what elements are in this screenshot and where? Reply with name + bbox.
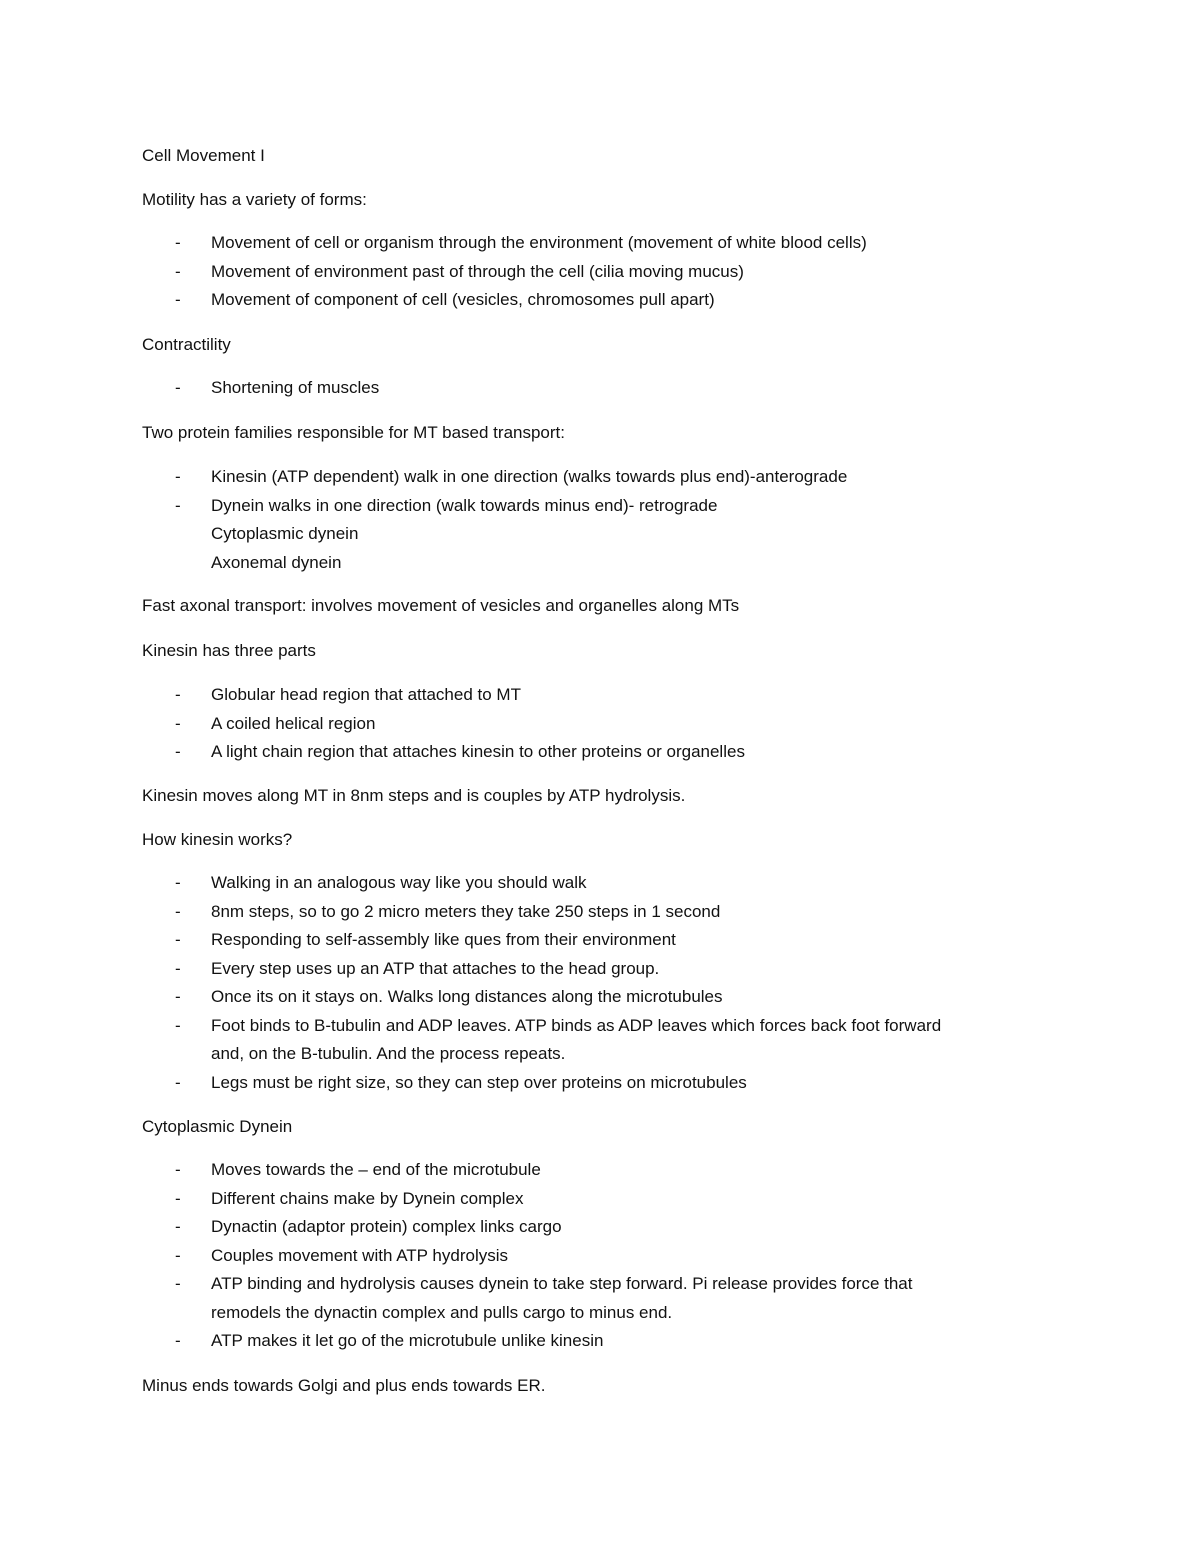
list-item	[142, 1185, 1072, 1214]
list-item	[142, 926, 1072, 955]
sub-item-text: Cytoplasmic dynein	[211, 524, 359, 543]
list-item-text: ATP binding and hydrolysis causes dynein to take step forward. Pi release provides force that	[211, 1274, 913, 1293]
list-item-text: Foot binds to B-tubulin and ADP leaves. ATP binds as ADP leaves which forces back foot forward	[211, 1015, 942, 1035]
how-kinesin-list	[142, 869, 1072, 1097]
bullet-dash: -	[175, 930, 181, 949]
list-item-text: Movement of cell or organism through the environment (movement of white blood cells)	[211, 233, 867, 252]
list-item	[142, 1270, 1072, 1327]
list-item-text: Movement of component of cell (vesicles, chromosomes pull apart)	[211, 290, 715, 309]
bullet-dash: -	[175, 685, 181, 704]
bullet-dash: -	[175, 1072, 181, 1092]
list-item	[142, 1069, 1072, 1098]
list-item-text: Responding to self-assembly like ques from their environment	[211, 930, 676, 949]
bullet-dash: -	[175, 1160, 181, 1179]
cytoplasmic-dynein-heading: Cytoplasmic Dynein	[142, 1117, 293, 1136]
list-item-text: ATP makes it let go of the microtubule unlike kinesin	[211, 1331, 604, 1350]
list-item	[142, 258, 1072, 287]
list-item	[142, 463, 1072, 492]
list-item	[142, 492, 1072, 578]
bullet-dash: -	[175, 261, 181, 281]
list-item	[142, 229, 1072, 258]
list-item-text: Kinesin (ATP dependent) walk in one direction (walks towards plus end)-anterograde	[211, 467, 848, 486]
list-item-text: Once its on it stays on. Walks long distances along the microtubules	[211, 987, 723, 1006]
bullet-dash: -	[175, 233, 181, 252]
list-item-text: Globular head region that attached to MT	[211, 685, 521, 704]
motility-heading: Motility has a variety of forms:	[142, 190, 367, 209]
bullet-dash: -	[175, 1274, 181, 1293]
contractility-list	[142, 374, 1072, 403]
list-item	[142, 1242, 1072, 1271]
bullet-dash: -	[175, 1331, 181, 1350]
list-item-text-continued: and, on the B-tubulin. And the process repeats.	[211, 1044, 566, 1063]
motility-list	[142, 229, 1072, 315]
list-item	[142, 869, 1072, 898]
bullet-dash: -	[175, 713, 181, 733]
protein-families-list	[142, 463, 1072, 577]
list-item-text: Movement of environment past of through the cell (cilia moving mucus)	[211, 261, 744, 281]
bullet-dash: -	[175, 742, 181, 761]
list-item-text: Dynein walks in one direction (walk towards minus end)- retrograde	[211, 495, 718, 515]
list-item	[142, 955, 1072, 984]
list-item	[142, 710, 1072, 739]
document-title: Cell Movement I	[142, 146, 265, 165]
fast-axonal-paragraph: Fast axonal transport: involves movement of vesicles and organelles along MTs	[142, 596, 740, 615]
bullet-dash: -	[175, 290, 181, 309]
cytoplasmic-dynein-list	[142, 1156, 1072, 1356]
how-kinesin-heading: How kinesin works?	[142, 830, 293, 849]
list-item	[142, 681, 1072, 710]
list-item-text: Dynactin (adaptor protein) complex links cargo	[211, 1217, 562, 1236]
bullet-dash: -	[175, 901, 181, 921]
bullet-dash: -	[175, 467, 181, 486]
bullet-dash: -	[175, 1188, 181, 1208]
bullet-dash: -	[175, 378, 181, 397]
list-item	[142, 898, 1072, 927]
list-item	[142, 738, 1072, 767]
bullet-dash: -	[175, 495, 181, 515]
list-item-text: Couples movement with ATP hydrolysis	[211, 1245, 508, 1265]
list-item-text: Shortening of muscles	[211, 378, 380, 397]
list-item-text: Moves towards the – end of the microtubule	[211, 1160, 541, 1179]
list-item	[142, 1156, 1072, 1185]
bullet-dash: -	[175, 873, 181, 892]
list-item-text: A coiled helical region	[211, 713, 376, 733]
closing-paragraph: Minus ends towards Golgi and plus ends towards ER.	[142, 1376, 546, 1395]
bullet-dash: -	[175, 958, 181, 978]
list-item-text: Legs must be right size, so they can step over proteins on microtubules	[211, 1072, 747, 1092]
kinesin-parts-list	[142, 681, 1072, 767]
list-item-text: Walking in an analogous way like you should walk	[211, 873, 587, 892]
list-item	[142, 1327, 1072, 1356]
kinesin-moves-paragraph: Kinesin moves along MT in 8nm steps and is couples by ATP hydrolysis.	[142, 786, 686, 805]
bullet-dash: -	[175, 1245, 181, 1265]
list-item	[142, 1012, 1072, 1069]
bullet-dash: -	[175, 1217, 181, 1236]
bullet-dash: -	[175, 987, 181, 1006]
list-item-text: Every step uses up an ATP that attaches to the head group.	[211, 958, 660, 978]
kinesin-parts-heading: Kinesin has three parts	[142, 641, 316, 660]
list-item	[142, 1213, 1072, 1242]
list-item-text: Different chains make by Dynein complex	[211, 1188, 524, 1208]
sub-item-text: Axonemal dynein	[211, 552, 342, 572]
list-item-text: 8nm steps, so to go 2 micro meters they take 250 steps in 1 second	[211, 901, 721, 921]
list-item	[142, 286, 1072, 315]
bullet-dash: -	[175, 1015, 181, 1035]
list-item	[142, 374, 1072, 403]
list-item-text-continued: remodels the dynactin complex and pulls cargo to minus end.	[211, 1302, 673, 1322]
protein-families-heading: Two protein families responsible for MT based transport:	[142, 423, 565, 442]
list-item-text: A light chain region that attaches kinesin to other proteins or organelles	[211, 742, 745, 761]
list-item	[142, 983, 1072, 1012]
contractility-heading: Contractility	[142, 335, 231, 354]
